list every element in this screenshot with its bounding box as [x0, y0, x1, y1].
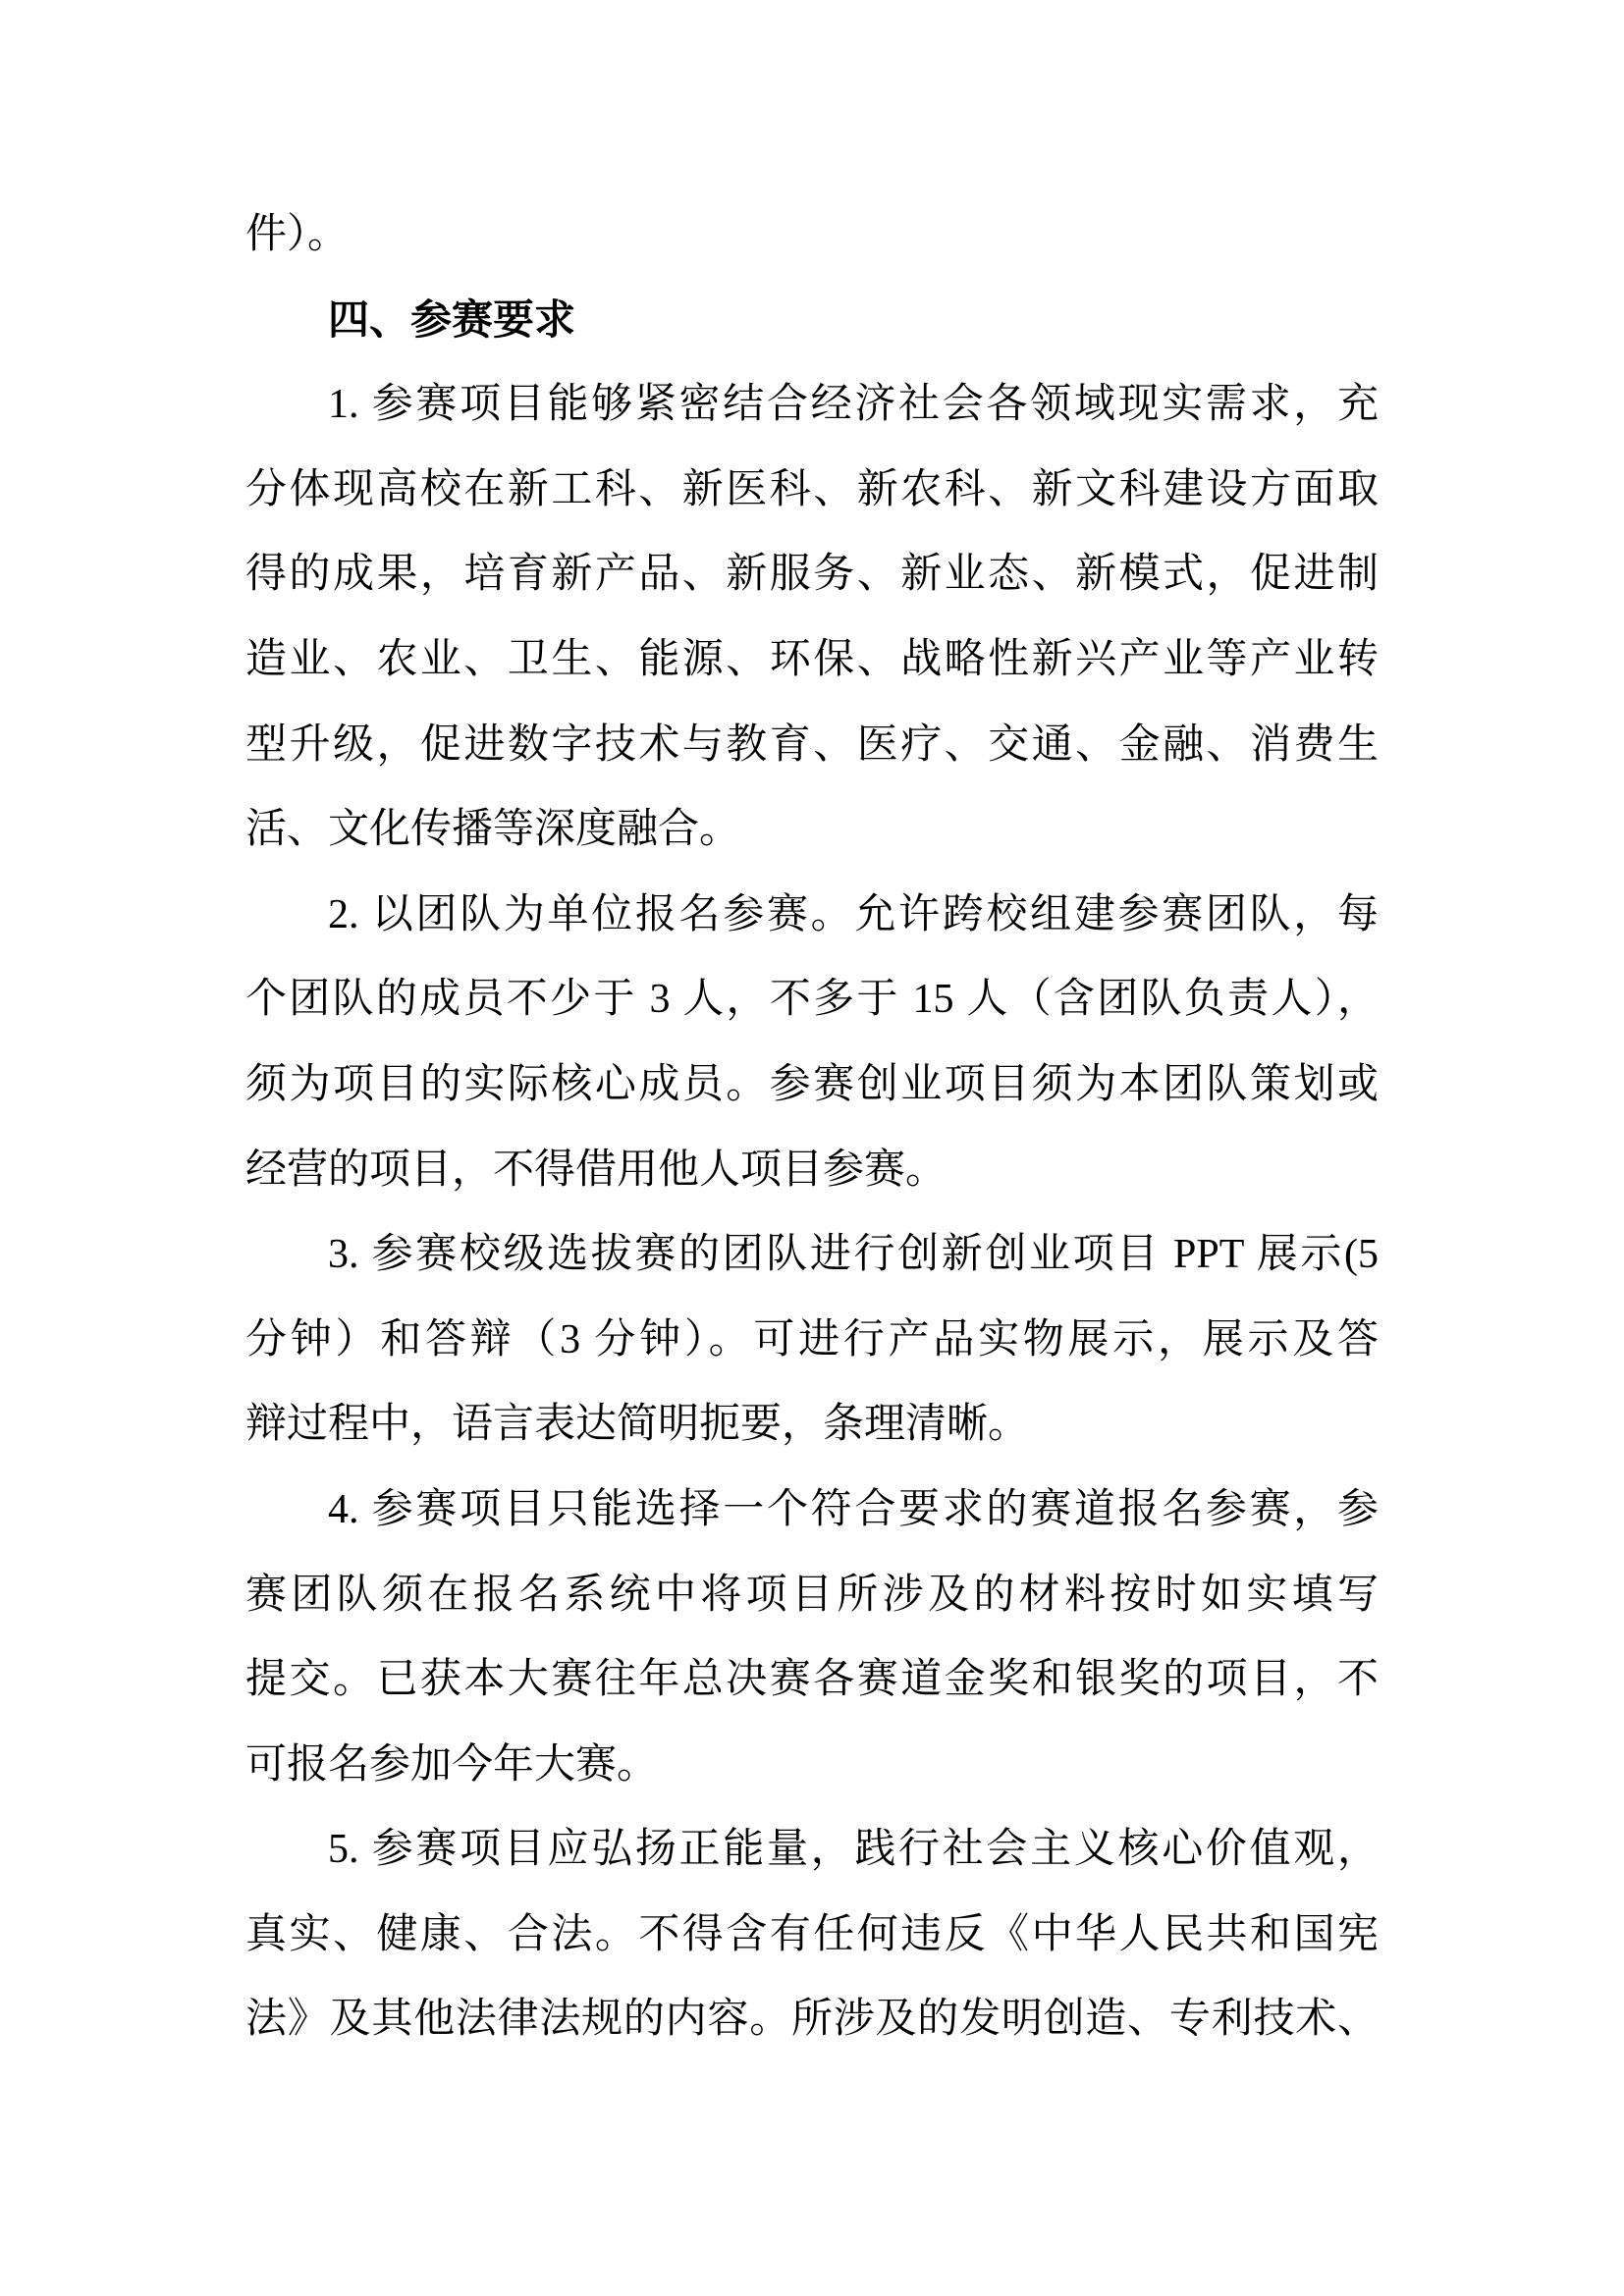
text-line: 分体现高校在新工科、新医科、新农科、新文科建设方面取 — [245, 466, 1379, 512]
text-line: 个团队的成员不少于 3 人，不多于 15 人（含团队负责人）， — [245, 977, 1379, 1023]
text-line: 造业、农业、卫生、能源、环保、战略性新兴产业等产业转 — [245, 636, 1379, 682]
text-line: 须为项目的实际核心成员。参赛创业项目须为本团队策划或 — [245, 1061, 1379, 1107]
text-line: 辩过程中，语言表达简明扼要，条理清晰。 — [245, 1402, 1030, 1448]
text-line: 可报名参加今年大赛。 — [245, 1741, 659, 1788]
text-line: 提交。已获本大赛往年总决赛各赛道金奖和银奖的项目，不 — [245, 1657, 1379, 1703]
text-line: 2. 以团队为单位报名参赛。允许跨校组建参赛团队，每 — [328, 891, 1379, 937]
text-line: 法》及其他法律法规的内容。所涉及的发明创造、专利技术、 — [245, 1997, 1379, 2043]
text-line: 3. 参赛校级选拔赛的团队进行创新创业项目 PPT 展示(5 — [328, 1232, 1379, 1278]
text-line: 分钟）和答辩（3 分钟）。可进行产品实物展示，展示及答 — [245, 1316, 1379, 1362]
text-line: 经营的项目，不得借用他人项目参赛。 — [245, 1147, 947, 1193]
text-line: 4. 参赛项目只能选择一个符合要求的赛道报名参赛，参 — [328, 1486, 1379, 1532]
text-line: 得的成果，培育新产品、新服务、新业态、新模式，促进制 — [245, 552, 1379, 598]
section-heading: 四、参赛要求 — [328, 295, 576, 343]
document-body — [245, 192, 1379, 2062]
text-line: 5. 参赛项目应弘扬正能量，践行社会主义核心价值观， — [328, 1827, 1379, 1873]
text-line-continuation: 件）。 — [245, 212, 350, 257]
text-line: 活、文化传播等深度融合。 — [245, 807, 741, 853]
text-line: 1. 参赛项目能够紧密结合经济社会各领域现实需求，充 — [328, 382, 1379, 428]
text-line: 真实、健康、合法。不得含有任何违反《中华人民共和国宪 — [245, 1911, 1379, 1957]
text-line: 型升级，促进数字技术与教育、医疗、交通、金融、消费生 — [245, 721, 1379, 768]
text-line: 赛团队须在报名系统中将项目所涉及的材料按时如实填写 — [245, 1572, 1379, 1618]
